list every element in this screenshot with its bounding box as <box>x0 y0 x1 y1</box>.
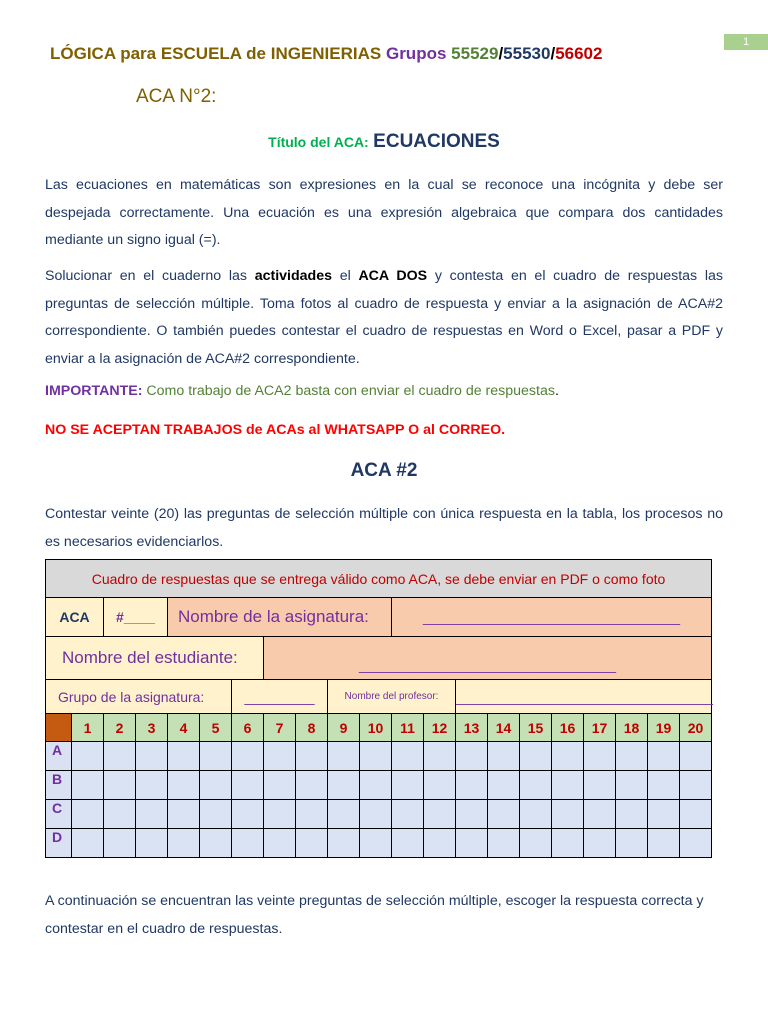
answer-cell[interactable] <box>552 800 584 829</box>
answer-cell[interactable] <box>360 771 392 800</box>
answer-cell[interactable] <box>424 829 456 858</box>
answer-cell[interactable] <box>520 771 552 800</box>
answer-cell[interactable] <box>72 771 104 800</box>
answer-row-d <box>46 829 712 858</box>
answer-cell[interactable] <box>424 771 456 800</box>
answer-cell[interactable] <box>584 829 616 858</box>
answer-cell[interactable] <box>360 742 392 771</box>
teacher-field[interactable]: _________________________________ <box>456 680 712 714</box>
answer-cell[interactable] <box>264 800 296 829</box>
group-label: Grupo de la asignatura: <box>46 680 232 714</box>
aca-title <box>0 131 768 153</box>
answer-cell[interactable] <box>456 742 488 771</box>
row-label-b: B <box>46 771 72 800</box>
group-56602: 56602 <box>555 44 603 63</box>
answer-cell[interactable] <box>648 742 680 771</box>
column-header: 20 <box>680 714 712 742</box>
answer-cell[interactable] <box>264 742 296 771</box>
row-label-a: A <box>46 742 72 771</box>
answer-cell[interactable] <box>104 771 136 800</box>
answer-cell[interactable] <box>168 771 200 800</box>
column-header: 8 <box>296 714 328 742</box>
column-header: 5 <box>200 714 232 742</box>
group-separator: / <box>550 44 556 63</box>
answer-cell[interactable] <box>680 800 712 829</box>
answer-cell[interactable] <box>520 800 552 829</box>
answer-cell[interactable] <box>296 771 328 800</box>
aca-number-field[interactable]: #____ <box>104 598 168 637</box>
answer-row-c <box>46 800 712 829</box>
answer-cell[interactable] <box>680 771 712 800</box>
instructions-bold: ACA DOS <box>358 268 428 284</box>
aca-number: ACA N°2: <box>136 86 217 107</box>
answer-cell[interactable] <box>264 829 296 858</box>
instructions-bold: actividades <box>254 268 332 284</box>
important-text: Como trabajo de ACA2 basta con enviar el cuadro de respuestas <box>142 383 555 399</box>
answer-cell[interactable] <box>680 829 712 858</box>
answer-cell[interactable] <box>520 742 552 771</box>
answer-cell[interactable] <box>360 800 392 829</box>
row-label-c: C <box>46 800 72 829</box>
column-header: 15 <box>520 714 552 742</box>
answer-cell[interactable] <box>296 742 328 771</box>
subject-name-label: Nombre de la asignatura: <box>168 598 392 637</box>
answer-cell[interactable] <box>456 800 488 829</box>
student-name-field[interactable]: _________________________________ <box>264 637 712 680</box>
answer-cell[interactable] <box>168 800 200 829</box>
answer-cell[interactable] <box>488 742 520 771</box>
answer-cell[interactable] <box>456 771 488 800</box>
column-header: 3 <box>136 714 168 742</box>
column-header: 11 <box>392 714 424 742</box>
column-header: 19 <box>648 714 680 742</box>
answer-cell[interactable] <box>552 829 584 858</box>
answer-cell[interactable] <box>168 829 200 858</box>
answer-cell[interactable] <box>648 829 680 858</box>
answer-cell[interactable] <box>168 742 200 771</box>
answer-cell[interactable] <box>328 829 360 858</box>
important-dot: . <box>554 383 559 399</box>
answer-cell[interactable] <box>104 829 136 858</box>
answer-instructions: Contestar veinte (20) las preguntas de selección múltiple con única respuesta en la tabla, los procesos no es necesarios evidenciarlos. <box>45 506 723 550</box>
answer-cell[interactable] <box>136 800 168 829</box>
answer-cell[interactable] <box>104 742 136 771</box>
subject-name-field[interactable]: _________________________________ <box>392 598 712 637</box>
answer-cell[interactable] <box>296 800 328 829</box>
answer-cell[interactable] <box>136 742 168 771</box>
aca-label: ACA <box>46 598 104 637</box>
answer-cell[interactable] <box>648 800 680 829</box>
answer-cell[interactable] <box>328 800 360 829</box>
column-header: 7 <box>264 714 296 742</box>
answer-cell[interactable] <box>232 800 264 829</box>
answer-cell[interactable] <box>136 829 168 858</box>
table-corner <box>46 714 72 742</box>
answer-cell[interactable] <box>616 771 648 800</box>
column-header: 18 <box>616 714 648 742</box>
answer-cell[interactable] <box>584 742 616 771</box>
answer-cell[interactable] <box>72 800 104 829</box>
answer-cell[interactable] <box>456 829 488 858</box>
column-header: 1 <box>72 714 104 742</box>
answer-cell[interactable] <box>200 800 232 829</box>
answer-cell[interactable] <box>648 771 680 800</box>
answer-row-b <box>46 771 712 800</box>
answer-cell[interactable] <box>264 771 296 800</box>
answer-cell[interactable] <box>296 829 328 858</box>
answer-cell[interactable] <box>424 742 456 771</box>
answer-cell[interactable] <box>200 829 232 858</box>
groups-label: Grupos <box>385 44 447 63</box>
answer-cell[interactable] <box>232 742 264 771</box>
column-header: 17 <box>584 714 616 742</box>
answer-cell[interactable] <box>616 742 648 771</box>
answer-cell[interactable] <box>584 800 616 829</box>
column-header: 2 <box>104 714 136 742</box>
closing-paragraph: A continuación se encuentran las veinte preguntas de selección múltiple, escoger la respuesta correcta y contestar en el cuadro de respuestas. <box>45 893 704 937</box>
answer-row-a <box>46 742 712 771</box>
answer-cell[interactable] <box>616 829 648 858</box>
teacher-label: Nombre del profesor: <box>328 680 456 714</box>
aca-title-label: Título del ACA: <box>268 134 369 150</box>
warning-text: NO SE ACEPTAN TRABAJOS de ACAs al WHATSAPP O al CORREO. <box>45 422 506 438</box>
answer-cell[interactable] <box>200 771 232 800</box>
answer-cell[interactable] <box>552 771 584 800</box>
group-separator: / <box>498 44 504 63</box>
answer-cell[interactable] <box>616 800 648 829</box>
group-field[interactable]: _________ <box>232 680 328 714</box>
column-header: 6 <box>232 714 264 742</box>
answer-cell[interactable] <box>488 829 520 858</box>
instructions-text: el <box>331 268 359 284</box>
column-header: 13 <box>456 714 488 742</box>
column-header: 9 <box>328 714 360 742</box>
important-label: IMPORTANTE: <box>45 383 143 399</box>
answer-cell[interactable] <box>72 829 104 858</box>
answer-cell[interactable] <box>328 742 360 771</box>
answer-table <box>45 559 712 858</box>
answer-cell[interactable] <box>232 771 264 800</box>
aca-heading: ACA #2 <box>350 460 418 481</box>
column-header: 10 <box>360 714 392 742</box>
column-header: 16 <box>552 714 584 742</box>
answer-cell[interactable] <box>328 771 360 800</box>
answer-cell[interactable] <box>232 829 264 858</box>
row-label-d: D <box>46 829 72 858</box>
answer-cell[interactable] <box>488 771 520 800</box>
answer-cell[interactable] <box>584 771 616 800</box>
answer-cell[interactable] <box>392 742 424 771</box>
answer-cell[interactable] <box>392 771 424 800</box>
answer-cell[interactable] <box>392 829 424 858</box>
answer-cell[interactable] <box>552 742 584 771</box>
answer-cell[interactable] <box>136 771 168 800</box>
answer-cell[interactable] <box>104 800 136 829</box>
column-header: 14 <box>488 714 520 742</box>
student-name-label: Nombre del estudiante: <box>46 637 264 680</box>
answer-cell[interactable] <box>520 829 552 858</box>
course-title: LÓGICA para ESCUELA de INGENIERIAS <box>50 44 382 63</box>
answer-table-caption: Cuadro de respuestas que se entrega válido como ACA, se debe enviar en PDF o como foto <box>46 560 712 598</box>
column-header: 12 <box>424 714 456 742</box>
important-note <box>45 383 559 399</box>
instructions-text: Solucionar en el cuaderno las <box>45 268 255 284</box>
group-55529: 55529 <box>451 44 499 63</box>
intro-paragraph: Las ecuaciones en matemáticas son expresiones en la cual se reconoce una incógnita y debe ser despejada correctamente. Una ecuación es una expresión algebraica que compara dos cantidades mediante un signo igual (=). <box>45 177 723 248</box>
answer-cell[interactable] <box>424 800 456 829</box>
answer-cell[interactable] <box>360 829 392 858</box>
page-number: 1 <box>724 34 768 50</box>
answer-cell[interactable] <box>680 742 712 771</box>
answer-cell[interactable] <box>392 800 424 829</box>
document-header <box>50 44 602 64</box>
column-header: 4 <box>168 714 200 742</box>
group-55530: 55530 <box>503 44 551 63</box>
instructions-text: y contesta en el cuadro de respuestas las preguntas de selección múltiple. Toma fotos al cuadro de respuesta y enviar a la asignación de ACA#2 correspondiente. O también puedes contestar el cuadro de respuestas en Word o Excel, pasar a PDF y enviar a la asignación de ACA#2 correspondiente. <box>45 268 723 367</box>
instructions-paragraph <box>45 263 723 373</box>
answer-cell[interactable] <box>488 800 520 829</box>
answer-cell[interactable] <box>72 742 104 771</box>
answer-cell[interactable] <box>200 742 232 771</box>
aca-title-value: ECUACIONES <box>373 131 500 152</box>
